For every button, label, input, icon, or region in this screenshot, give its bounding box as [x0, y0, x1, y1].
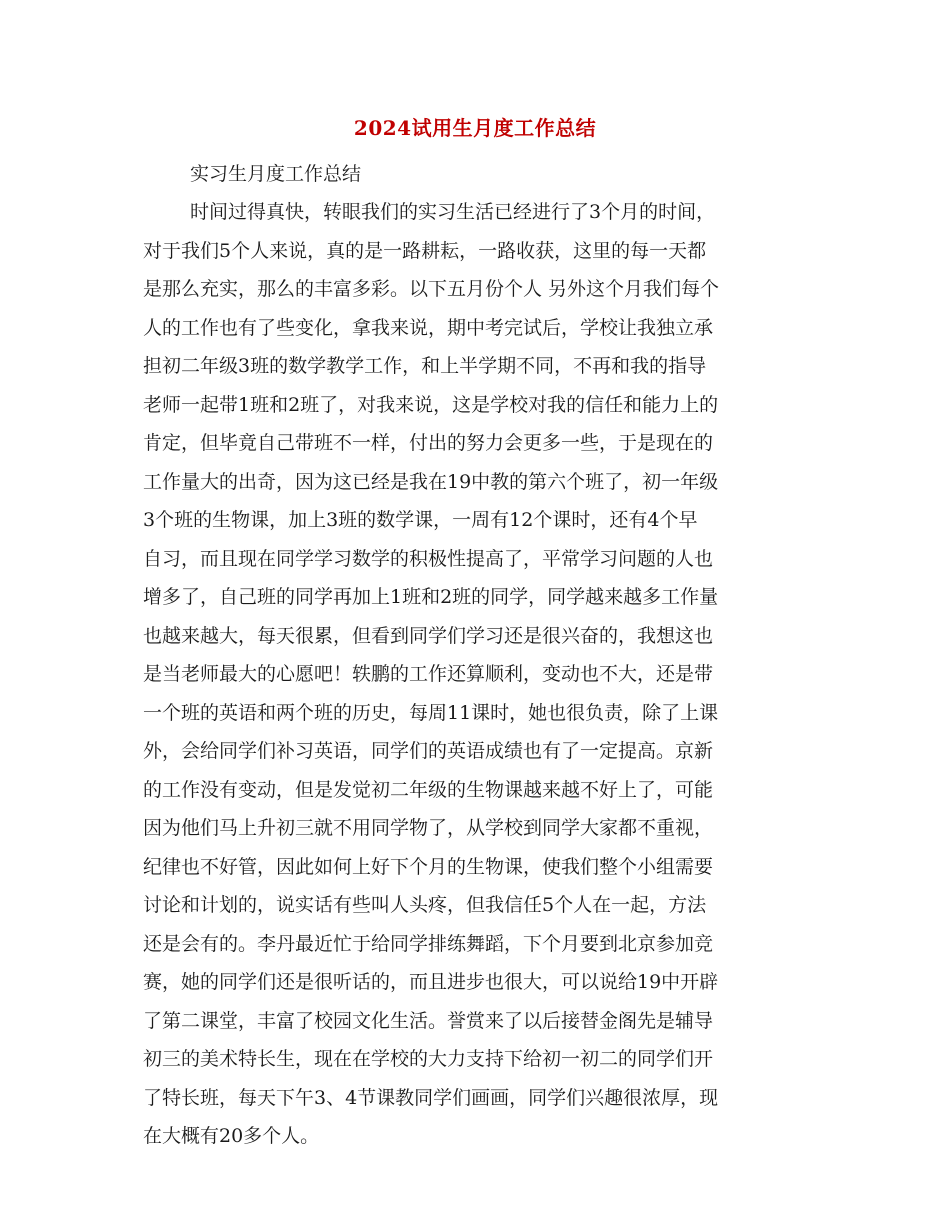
text-line: 外，会给同学们补习英语，同学们的英语成绩也有了一定提高。京新: [143, 740, 714, 762]
text-line: 初三的美术特长生，现在在学校的大力支持下给初一初二的同学们开: [143, 1048, 714, 1070]
text-line: 时间过得真快，转眼我们的实习生活已经进行了3个月的时间，: [190, 201, 716, 223]
text-line: 工作量大的出奇，因为这已经是我在19中教的第六个班了，初一年级: [143, 470, 719, 493]
text-line: 也越来越大，每天很累，但看到同学们学习还是很兴奋的，我想这也: [143, 624, 714, 647]
text-line: 自习，而且现在同学学习数学的积极性提高了，平常学习问题的人也: [143, 547, 714, 570]
text-line: 赛，她的同学们还是很听话的，而且进步也很大，可以说给19中开辟: [143, 971, 719, 993]
text-line: 3个班的生物课，加上3班的数学课，一周有12个课时，还有4个早: [143, 509, 698, 531]
text-line: 肯定，但毕竟自己带班不一样，付出的努力会更多一些，于是现在的: [143, 432, 714, 454]
text-line: 人的工作也有了些变化，拿我来说，期中考完试后，学校让我独立承: [143, 316, 714, 339]
text-line: 了第二课堂，丰富了校园文化生活。誉赏来了以后接替金阁先是辅导: [143, 1009, 714, 1032]
text-line: 还是会有的。李丹最近忙于给同学排练舞蹈，下个月要到北京参加竞: [143, 932, 714, 955]
body-paragraph: [143, 193, 813, 1156]
text-line: 老师一起带1班和2班了，对我来说，这是学校对我的信任和能力上的: [143, 393, 719, 416]
document-title: 2024试用生月度工作总结: [353, 116, 597, 140]
text-line: 一个班的英语和两个班的历史，每周11课时，她也很负责，除了上课: [143, 701, 719, 724]
text-line: 因为他们马上升初三就不用同学物了，从学校到同学大家都不重视，: [143, 817, 714, 839]
text-line: 在大概有20多个人。: [143, 1125, 320, 1147]
text-line: 了特长班，每天下午3、4节课教同学们画画，同学们兴趣很浓厚，现: [143, 1086, 719, 1109]
text-line: 的工作没有变动，但是发觉初二年级的生物课越来越不好上了，可能: [143, 778, 714, 801]
text-line: 纪律也不好管，因此如何上好下个月的生物课，使我们整个小组需要: [143, 855, 714, 878]
text-line: 对于我们5个人来说，真的是一路耕耘，一路收获，这里的每一天都: [143, 239, 707, 262]
text-line: 担初二年级3班的数学教学工作，和上半学期不同，不再和我的指导: [143, 355, 707, 377]
text-line: 是当老师最大的心愿吧！轶鹏的工作还算顺利，变动也不大，还是带: [143, 663, 714, 685]
text-line: 是那么充实，那么的丰富多彩。以下五月份个人 另外这个月我们每个: [143, 278, 720, 300]
text-line: 增多了，自己班的同学再加上1班和2班的同学，同学越来越多工作量: [143, 586, 719, 608]
text-line: 讨论和计划的，说实话有些叫人头疼，但我信任5个人在一起，方法: [143, 894, 707, 916]
document-subtitle: 实习生月度工作总结: [190, 163, 362, 185]
